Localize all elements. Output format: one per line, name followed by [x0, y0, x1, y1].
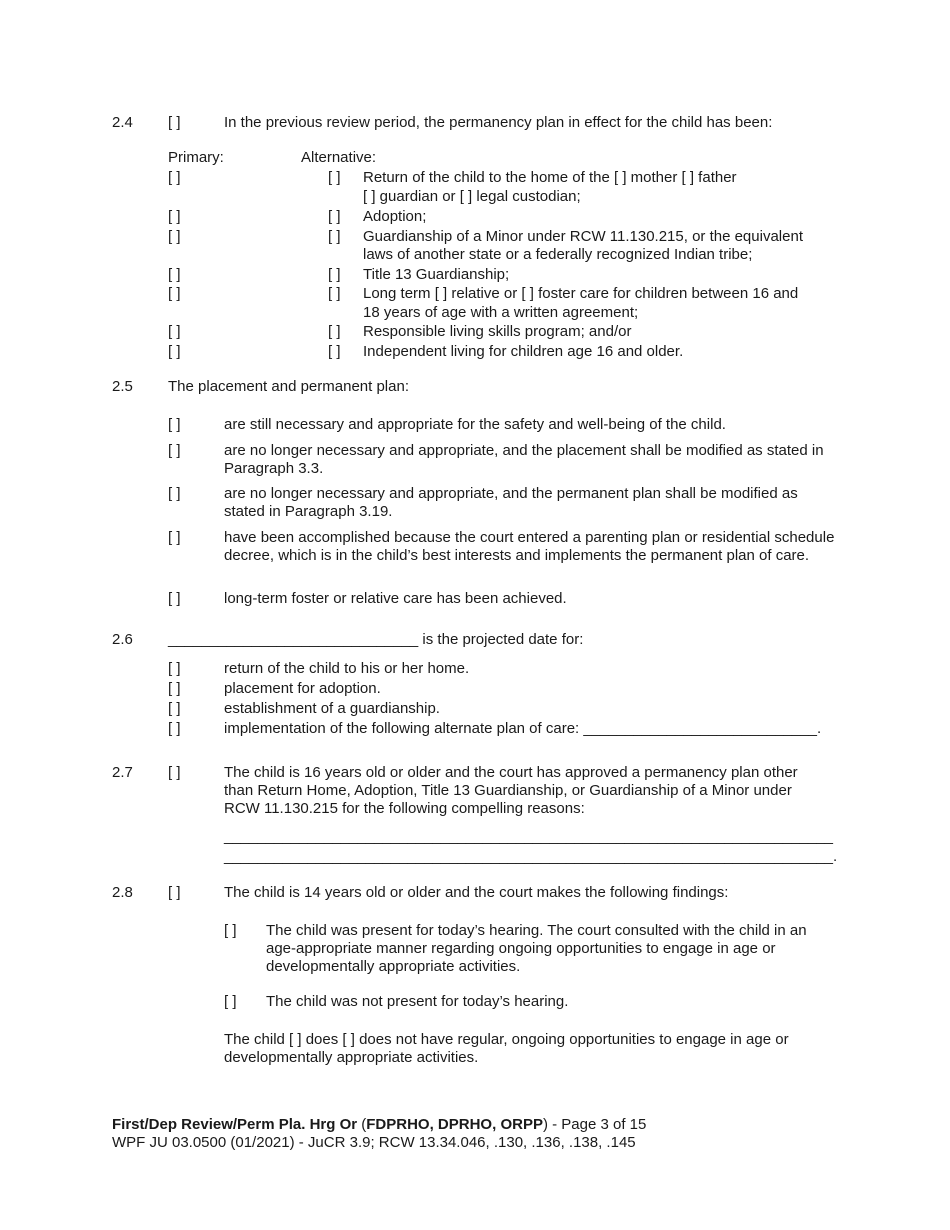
section-number: 2.5	[112, 378, 133, 395]
primary-checkbox[interactable]: [ ]	[168, 208, 181, 225]
primary-checkbox[interactable]: [ ]	[168, 169, 181, 186]
checkbox[interactable]: [ ]	[168, 529, 181, 546]
section-number: 2.4	[112, 114, 133, 131]
checkbox[interactable]: [ ]	[168, 416, 181, 433]
plan-option-text: 18 years of age with a written agreement;	[363, 304, 639, 321]
checkbox[interactable]: [ ]	[168, 720, 181, 737]
alternative-label: Alternative:	[301, 149, 377, 166]
checkbox[interactable]: [ ]	[224, 922, 237, 939]
projected-date-field[interactable]: ______________________________ is the projected date for:	[168, 631, 584, 648]
alternative-checkbox[interactable]: [ ]	[328, 323, 341, 340]
checkbox[interactable]: [ ]	[168, 114, 181, 131]
plan-option-text: laws of another state or a federally recognized Indian tribe;	[363, 246, 753, 263]
checkbox[interactable]: [ ]	[168, 660, 181, 677]
option-text: are no longer necessary and appropriate, and the permanent plan shall be modified as stated in Paragraph 3.19.	[224, 485, 798, 520]
checkbox[interactable]: [ ]	[168, 590, 181, 607]
section-text: The placement and permanent plan:	[168, 378, 409, 395]
option-text: are still necessary and appropriate for the safety and well-being of the child.	[224, 416, 726, 433]
plan-option-text: Independent living for children age 16 and older.	[363, 343, 684, 360]
primary-label: Primary:	[168, 149, 224, 166]
checkbox[interactable]: [ ]	[168, 680, 181, 697]
alternative-checkbox[interactable]: [ ]	[328, 228, 341, 245]
plan-option-text: Adoption;	[363, 208, 427, 225]
section-text: In the previous review period, the permanency plan in effect for the child has been:	[224, 114, 773, 131]
option-text[interactable]: implementation of the following alternate plan of care: ____________________________.	[224, 720, 822, 737]
primary-checkbox[interactable]: [ ]	[168, 323, 181, 340]
option-text: return of the child to his or her home.	[224, 660, 470, 677]
opportunities-text: The child [ ] does [ ] does not have regular, ongoing opportunities to engage in age or developmentally appropriate activities.	[224, 1031, 789, 1066]
footer-title-b: (	[361, 1116, 367, 1133]
section-text: The child is 16 years old or older and the court has approved a permanency plan other than Return Home, Adoption, Title 13 Guardianship, or Guardianship of a Minor under RCW 11.130.215 for the following compelling reasons:	[224, 764, 798, 817]
footer-title	[112, 1116, 646, 1134]
option-text: establishment of a guardianship.	[224, 700, 440, 717]
option-text: long-term foster or relative care has been achieved.	[224, 590, 567, 607]
alternative-checkbox[interactable]: [ ]	[328, 285, 341, 302]
checkbox[interactable]: [ ]	[168, 700, 181, 717]
checkbox[interactable]: [ ]	[168, 485, 181, 502]
footer-title-c: FDPRHO, DPRHO, ORPP	[366, 1116, 543, 1133]
plan-option-text: [ ] guardian or [ ] legal custodian;	[363, 188, 581, 205]
footer-title-d: ) - Page 3 of 15	[542, 1116, 647, 1133]
option-text: placement for adoption.	[224, 680, 381, 697]
reasons-line[interactable]: _________________________________________________________________________	[224, 828, 833, 845]
checkbox[interactable]: [ ]	[168, 884, 181, 901]
plan-option-text: Title 13 Guardianship;	[363, 266, 510, 283]
primary-checkbox[interactable]: [ ]	[168, 285, 181, 302]
finding-text: The child was present for today’s hearing. The court consulted with the child in an age-appropriate manner regarding ongoing opportunities to engage in age or developmentally appropriate activities.	[266, 922, 807, 975]
alternative-checkbox[interactable]: [ ]	[328, 208, 341, 225]
footer-form-ref: WPF JU 03.0500 (01/2021) - JuCR 3.9; RCW 13.34.046, .130, .136, .138, .145	[112, 1134, 636, 1151]
plan-option-text: Responsible living skills program; and/or	[363, 323, 632, 340]
alternative-checkbox[interactable]: [ ]	[328, 266, 341, 283]
section-number: 2.6	[112, 631, 133, 648]
finding-text: The child was not present for today’s hearing.	[266, 993, 569, 1010]
checkbox[interactable]: [ ]	[168, 764, 181, 781]
checkbox[interactable]: [ ]	[224, 993, 237, 1010]
plan-option-text: Guardianship of a Minor under RCW 11.130.215, or the equivalent	[363, 228, 803, 245]
section-text: The child is 14 years old or older and the court makes the following findings:	[224, 884, 729, 901]
primary-checkbox[interactable]: [ ]	[168, 266, 181, 283]
alternative-checkbox[interactable]: [ ]	[328, 343, 341, 360]
option-text: have been accomplished because the court entered a parenting plan or residential schedule decree, which is in the child’s best interests and implements the permanent plan of care.	[224, 529, 835, 564]
reasons-line[interactable]: _________________________________________________________________________.	[224, 848, 838, 865]
alternative-checkbox[interactable]: [ ]	[328, 169, 341, 186]
option-text: are no longer necessary and appropriate, and the placement shall be modified as stated in Paragraph 3.3.	[224, 442, 824, 477]
section-number: 2.7	[112, 764, 133, 781]
footer-title-a: First/Dep Review/Perm Pla. Hrg Or	[112, 1116, 358, 1133]
section-number: 2.8	[112, 884, 133, 901]
primary-checkbox[interactable]: [ ]	[168, 228, 181, 245]
checkbox[interactable]: [ ]	[168, 442, 181, 459]
plan-option-text: Return of the child to the home of the [ ] mother [ ] father	[363, 169, 737, 186]
plan-option-text: Long term [ ] relative or [ ] foster care for children between 16 and	[363, 285, 799, 302]
primary-checkbox[interactable]: [ ]	[168, 343, 181, 360]
